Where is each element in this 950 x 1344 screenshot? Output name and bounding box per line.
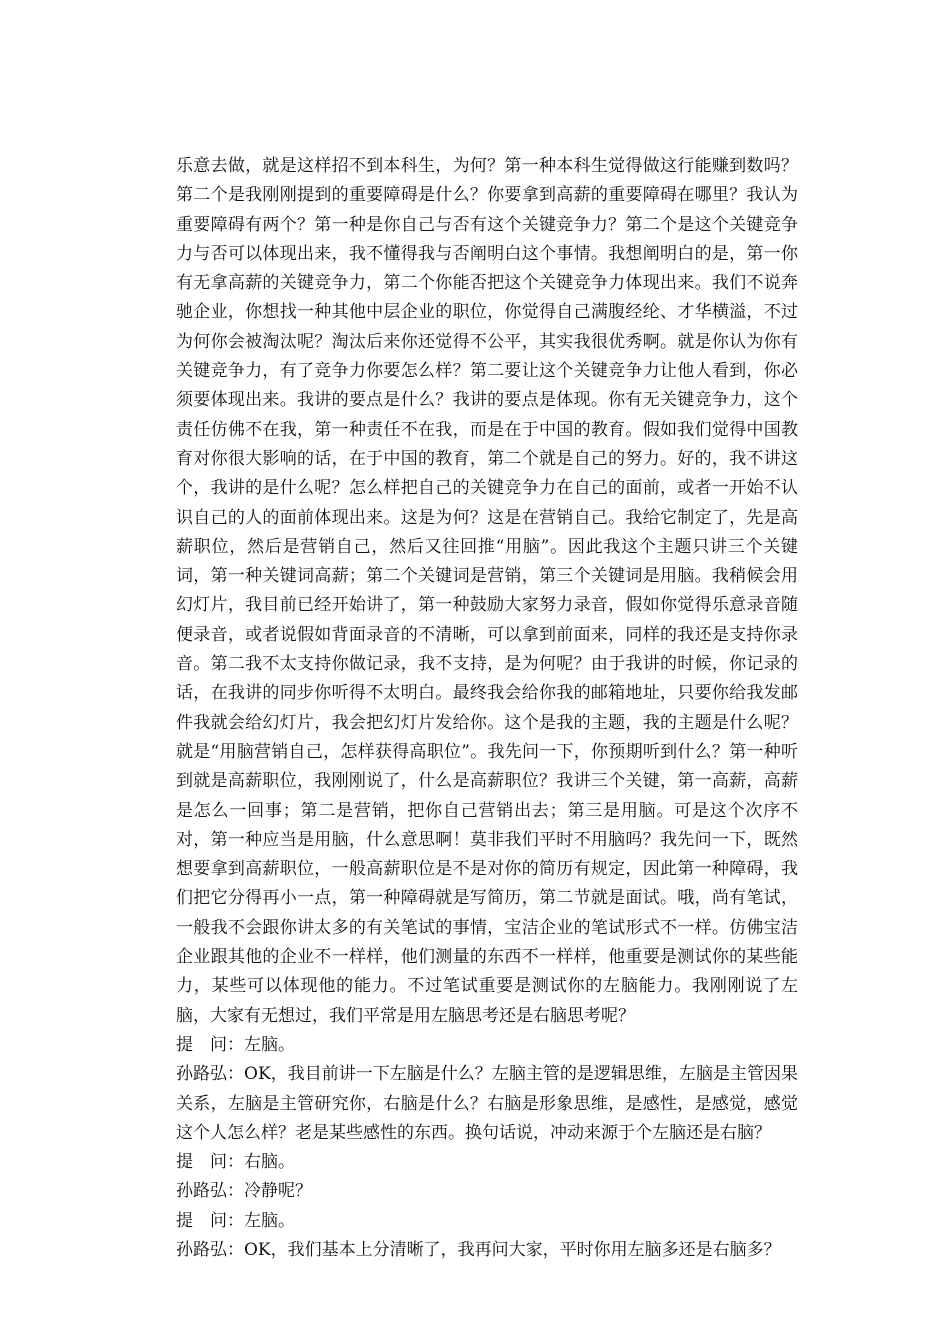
paragraph-question-2: 提 问：右脑。 [176, 1152, 295, 1173]
paragraph-answer-3: 孙路弘：OK，我们基本上分清晰了，我再问大家，平时你用左脑多还是右脑多？ [176, 1239, 781, 1260]
paragraph-answer-2: 孙路弘：冷静呢？ [176, 1181, 312, 1202]
paragraph-answer-1: 孙路弘：OK，我目前讲一下左脑是什么？左脑主管的是逻辑思维，左脑是主管因果关系，左脑是主管研究你，右脑是什么？右脑是形象思维，是感性，是感觉，感觉这个人怎么样？老是某些感性的东西。换句话说，冲动来源于个左脑还是右脑？ [176, 1064, 798, 1143]
document-body [176, 152, 798, 1265]
paragraph-question-3: 提 问：左脑。 [176, 1210, 295, 1231]
paragraph-main-text: 乐意去做，就是这样招不到本科生，为何？第一种本科生觉得做这行能赚到数吗？第二个是我刚刚提到的重要障碍是什么？你要拿到高薪的重要障碍在哪里？我认为重要障碍有两个？第一种是你自己与否有这个关键竞争力？第二个是这个关键竞争力与否可以体现出来，我不懂得我与否阐明白这个事情。我想阐明白的是，第一你有无拿高薪的关键竞争力，第二个你能否把这个关键竞争力体现出来。我们不说奔驰企业，你想找一种其他中层企业的职位，你觉得自己满腹经纶、才华横溢，不过为何你会被淘汰呢？淘汰后来你还觉得不公平，其实我很优秀啊。就是你认为你有关键竞争力，有了竞争力你要怎么样？第二要让这个关键竞争力让他人看到，你必须要体现出来。我讲的要点是什么？我讲的要点是体现。你有无关键竞争力，这个责任仿佛不在我，第一种责任不在我，而是在于中国的教育。假如我们觉得中国教育对你很大影响的话，在于中国的教育，第二个就是自己的努力。好的，我不讲这个，我讲的是什么呢？怎么样把自己的关键竞争力在自己的面前，或者一开始不认识自己的人的面前体现出来。这是为何？这是在营销自己。我给它制定了，先是高薪职位，然后是营销自己，然后又往回推“用脑”。因此我这个主题只讲三个关键词，第一种关键词高薪；第二个关键词是营销，第三个关键词是用脑。我稍候会用幻灯片，我目前已经开始讲了，第一种鼓励大家努力录音，假如你觉得乐意录音随便录音，或者说假如背面录音的不清晰，可以拿到前面来，同样的我还是支持你录音。第二我不太支持你做记录，我不支持，是为何呢？由于我讲的时候，你记录的话，在我讲的同步你听得不太明白。最终我会给你我的邮箱地址，只要你给我发邮件我就会给幻灯片，我会把幻灯片发给你。这个是我的主题，我的主题是什么呢？就是“用脑营销自己，怎样获得高职位”。我先问一下，你预期听到什么？第一种听到就是高薪职位，我刚刚说了，什么是高薪职位？我讲三个关键，第一高薪，高薪是怎么一回事；第二是营销，把你自己营销出去；第三是用脑。可是这个次序不对，第一种应当是用脑，什么意思啊！莫非我们平时不用脑吗？我先问一下，既然想要拿到高薪职位，一般高薪职位是不是对你的简历有规定，因此第一种障碍，我们把它分得再小一点，第一种障碍就是写简历，第二节就是面试。哦，尚有笔试，一般我不会跟你讲太多的有关笔试的事情，宝洁企业的笔试形式不一样。仿佛宝洁企业跟其他的企业不一样样，他们测量的东西不一样样，他重要是测试你的某些能力，某些可以体现他的能力。不过笔试重要是测试你的左脑能力。我刚刚说了左脑，大家有无想过，我们平常是用左脑思考还是右脑思考呢？ [176, 156, 798, 1026]
paragraph-question-1: 提 问：左脑。 [176, 1034, 295, 1055]
